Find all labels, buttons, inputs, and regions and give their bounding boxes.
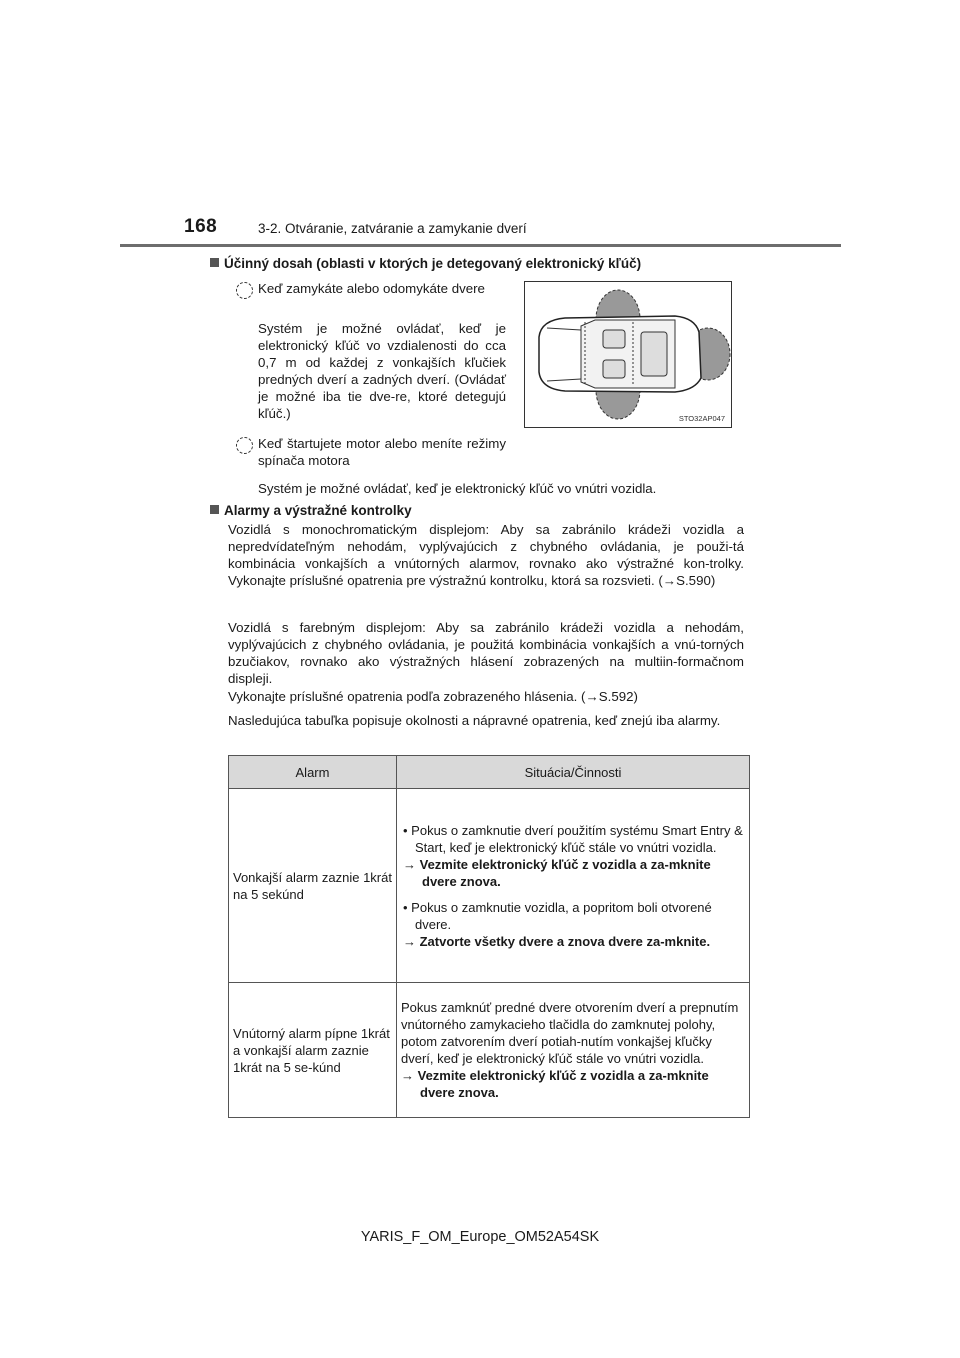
header-rule [120,244,841,247]
range-item1-text: Systém je možné ovládať, keď je elektronický kľúč vo vzdialenosti do cca 0,7 m od každej z vonkajších kľučiek predných dverí a zadných dverí. (Ovládať je možné iba tie dve-re, ktoré detegujú kľúč.) [258,321,506,421]
col-alarm-header: Alarm [229,756,397,789]
row2-situation [397,983,750,1118]
alarms-heading [210,503,412,518]
row1-action-1: → Vezmite elektronický kľúč z vozidla a za-mknite dvere znova. [403,856,711,889]
range-item1-title: Keď zamykáte alebo odomykáte dvere [258,281,485,296]
row2-alarm: Vnútorný alarm pípne 1krát a vonkajší alarm zaznie 1krát na 5 se-kúnd [229,983,397,1118]
page-number: 168 [184,216,218,237]
range-heading-text: Účinný dosah (oblasti v ktorých je detegovaný elektronický kľúč) [224,256,642,271]
row1-situation [397,789,750,983]
alarms-paragraph-2b: Vykonajte príslušné opatrenia podľa zobrazeného hlásenia. (→S.592) [228,689,638,704]
row1-action-2: → Zatvorte všetky dvere a znova dvere za-mknite. [403,933,711,949]
square-bullet-icon [210,505,219,514]
row2-action: → Vezmite elektronický kľúč z vozidla a za-mknite dvere znova. [401,1068,709,1100]
square-bullet-icon [210,258,219,267]
alarms-paragraph-2: Vozidlá s farebným displejom: Aby sa zabránilo krádeži vozidla a nehodám, vyplývajúcich z chybného ovládania, je použitá kombinácia vonkajších a vnú-torných bzučiakov, rovnako ako výstražných hlásení zobrazených na multiin-formačnom displeji. [228,620,744,686]
row1-bullet-2: • Pokus o zamknutie vozidla, a popritom boli otvorené dvere. [403,899,712,932]
alarms-heading-text: Alarmy a výstražné kontrolky [224,503,412,518]
table-row [229,983,750,1118]
col-situation-header: Situácia/Činnosti [397,756,750,789]
alarms-paragraph-1: Vozidlá s monochromatickým displejom: Aby sa zabránilo krádeži vozidla a nepredvídateľným nehodám, vyplývajúcich z chybného ovládania, je použi-tá kombinácia vonkajších a vnútorných alarmov, rovnako ako výstražné kon-trolky. Vykonajte príslušné opatrenia pre výstražnú kontrolku, ktorá sa rozsvieti. (→S.590) [228,522,744,588]
range-item2-text: Systém je možné ovládať, keď je elektronický kľúč vo vnútri vozidla. [258,481,657,496]
alarms-table [228,755,750,1118]
car-top-view-illustration [525,282,731,427]
car-range-figure [524,281,732,428]
figure-label: STO32AP047 [678,414,725,423]
row2-text: Pokus zamknúť predné dvere otvorením dverí a prepnutím vnútorného zamykacieho tlačidla do zamknutej polohy, potom zatvorením dverí potiah-nutím vonkajšej kľučky dverí, keď je elektronický kľúč stále vo vnútri vozidla. [401,1000,739,1066]
row1-bullet-1: • Pokus o zamknutie dverí použitím systému Smart Entry & Start, keď je elektronický kľúč stále vo vnútri vozidla. [403,822,743,855]
callout-2-icon [236,437,253,454]
range-heading [210,256,641,271]
table-row [229,789,750,983]
table-header-row [229,756,750,789]
callout-1-icon [236,282,253,299]
row1-alarm: Vonkajší alarm zaznie 1krát na 5 sekúnd [229,789,397,983]
section-title: 3-2. Otváranie, zatváranie a zamykanie dverí [258,221,527,236]
footer-doc-id: YARIS_F_OM_Europe_OM52A54SK [360,1229,600,1245]
range-item2-title: Keď štartujete motor alebo meníte režimy spínača motora [258,436,506,468]
alarms-paragraph-3: Nasledujúca tabuľka popisuje okolnosti a nápravné opatrenia, keď znejú iba alarmy. [228,713,721,728]
